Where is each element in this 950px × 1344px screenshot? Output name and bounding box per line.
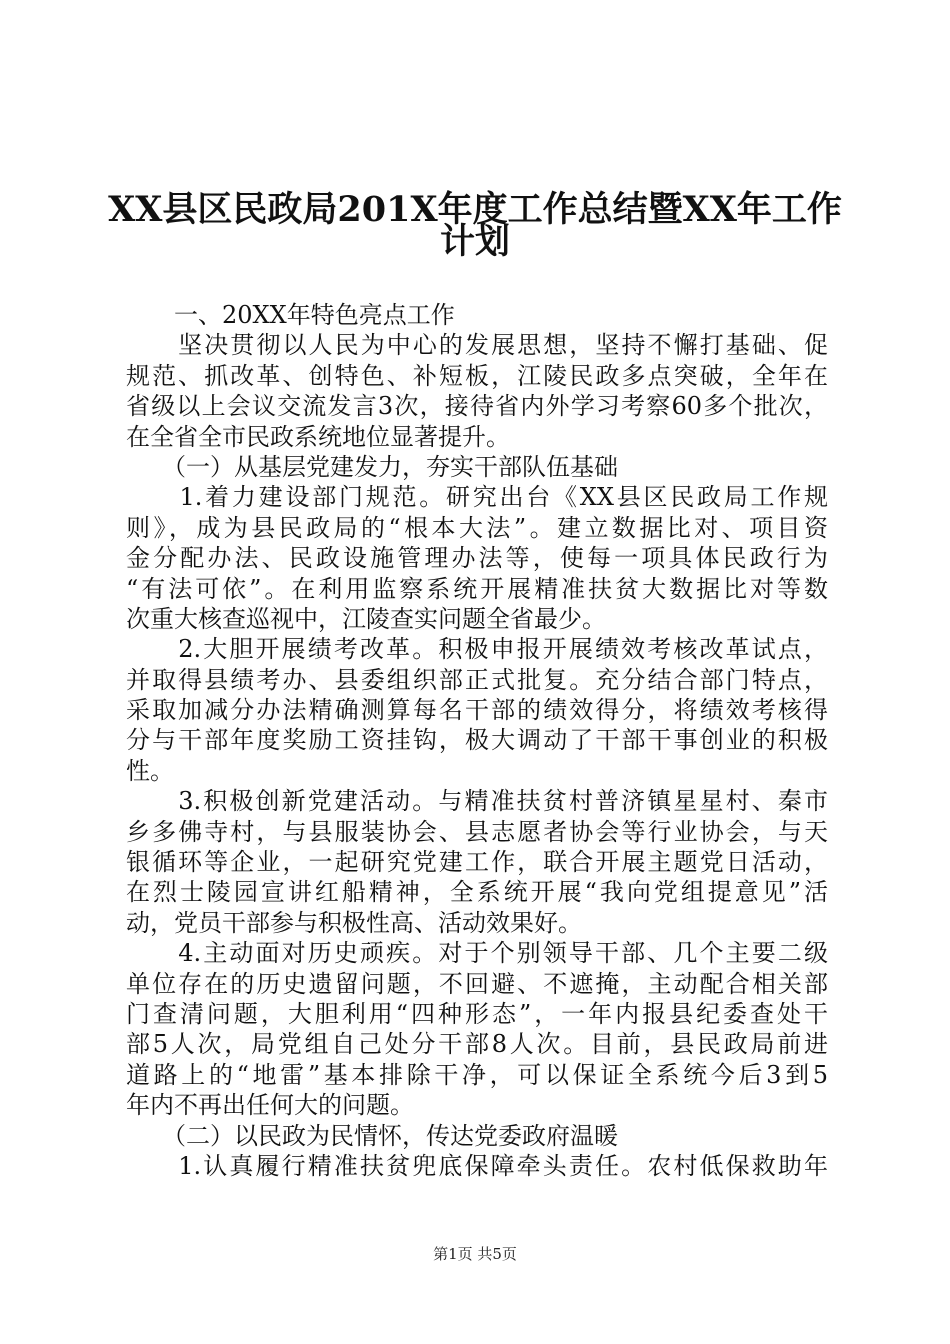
document-title-line-2: 计划 bbox=[439, 221, 510, 262]
paragraph-line: 金分配办法、民政设施管理办法等，使每一项具体民政行为 bbox=[126, 544, 828, 573]
paragraph-line: 银循环等企业，一起研究党建工作，联合开展主题党日活动， bbox=[126, 848, 828, 877]
document-body bbox=[126, 300, 828, 1181]
document-title-line-1: XX县区民政局201X年度工作总结暨XX年工作 bbox=[108, 189, 842, 230]
paragraph-line: “有法可依”。在利用监察系统开展精准扶贫大数据比对等数 bbox=[126, 574, 828, 603]
paragraph-line: 乡多佛寺村，与县服装协会、县志愿者协会等行业协会，与天 bbox=[126, 817, 828, 846]
paragraph-line: 动，党员干部参与积极性高、活动效果好。 bbox=[126, 908, 582, 937]
paragraph-line: 次重大核查巡视中，江陵查实问题全省最少。 bbox=[126, 604, 606, 633]
paragraph-line: 坚决贯彻以人民为中心的发展思想，坚持不懈打基础、促 bbox=[126, 331, 828, 360]
paragraph-line: 在烈士陵园宣讲红船精神，全系统开展“我向党组提意见”活 bbox=[126, 878, 828, 907]
subsection-heading: （一）从基层党建发力，夯实干部队伍基础 bbox=[126, 452, 618, 481]
paragraph-line: 1.着力建设部门规范。研究出台《XX县区民政局工作规 bbox=[126, 483, 828, 512]
paragraph-line: 规范、抓改革、创特色、补短板，江陵民政多点突破，全年在 bbox=[126, 361, 828, 390]
page-footer: 第1页 共5页 bbox=[433, 1245, 517, 1263]
paragraph-line: 部5人次，局党组自己处分干部8人次。目前，县民政局前进 bbox=[126, 1030, 828, 1059]
paragraph-line: 门查清问题，大胆利用“四种形态”，一年内报县纪委查处干 bbox=[126, 999, 828, 1028]
paragraph-line: 年内不再出任何大的问题。 bbox=[126, 1091, 414, 1120]
paragraph-line: 则》，成为县民政局的“根本大法”。建立数据比对、项目资 bbox=[126, 513, 828, 542]
paragraph-line: 性。 bbox=[126, 756, 174, 785]
paragraph-line: 道路上的“地雷”基本排除干净，可以保证全系统今后3到5 bbox=[126, 1060, 828, 1089]
paragraph-line: 在全省全市民政系统地位显著提升。 bbox=[126, 422, 510, 451]
paragraph-line: 单位存在的历史遗留问题，不回避、不遮掩，主动配合相关部 bbox=[126, 969, 828, 998]
paragraph-line: 4.主动面对历史顽疾。对于个别领导干部、几个主要二级 bbox=[126, 939, 828, 968]
subsection-heading: （二）以民政为民情怀，传达党委政府温暖 bbox=[126, 1121, 618, 1150]
paragraph-line: 采取加减分办法精确测算每名干部的绩效得分，将绩效考核得 bbox=[126, 696, 828, 725]
paragraph-line: 并取得县绩考办、县委组织部正式批复。充分结合部门特点， bbox=[126, 665, 828, 694]
section-heading-1: 一、20XX年特色亮点工作 bbox=[126, 301, 455, 329]
paragraph-line: 2.大胆开展绩考改革。积极申报开展绩效考核改革试点， bbox=[126, 635, 828, 664]
paragraph-line: 3.积极创新党建活动。与精准扶贫村普济镇星星村、秦市 bbox=[126, 787, 828, 816]
paragraph-line: 分与干部年度奖励工资挂钩，极大调动了干部干事创业的积极 bbox=[126, 726, 828, 755]
paragraph-line: 省级以上会议交流发言3次，接待省内外学习考察60多个批次， bbox=[126, 392, 828, 421]
paragraph-line: 1.认真履行精准扶贫兜底保障牵头责任。农村低保救助年 bbox=[126, 1151, 828, 1180]
